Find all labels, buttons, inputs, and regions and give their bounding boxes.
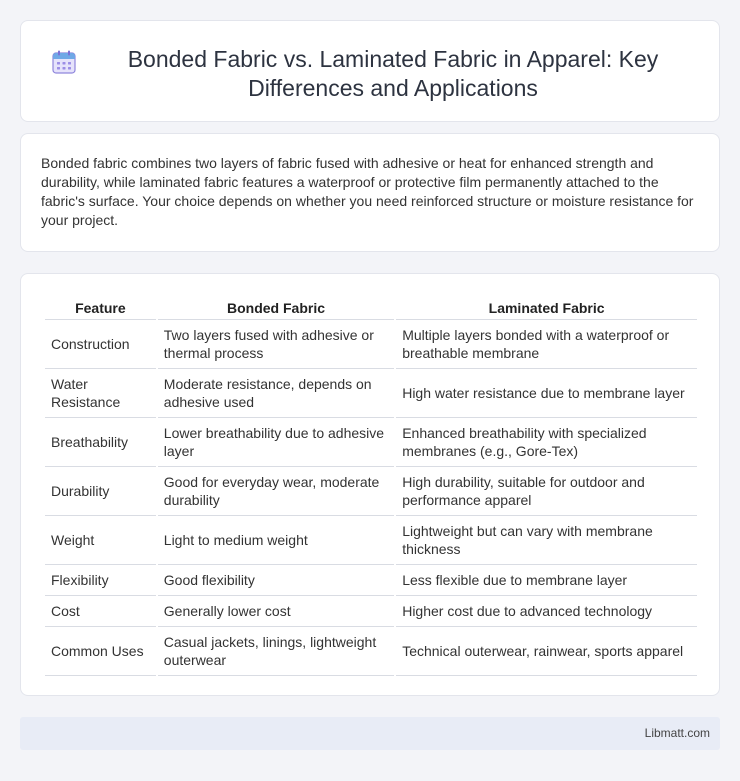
row-laminated: High durability, suitable for outdoor and performance apparel bbox=[396, 467, 697, 516]
row-laminated: Lightweight but can vary with membrane thickness bbox=[396, 516, 697, 565]
table-row bbox=[45, 516, 697, 565]
table-row bbox=[45, 418, 697, 467]
row-feature: Breathability bbox=[45, 418, 156, 467]
row-laminated: Higher cost due to advanced technology bbox=[396, 596, 697, 627]
header-laminated-fabric: Laminated Fabric bbox=[396, 294, 697, 320]
footer-bar bbox=[20, 717, 720, 750]
row-feature: Common Uses bbox=[45, 627, 156, 676]
row-bonded: Light to medium weight bbox=[158, 516, 394, 565]
title-card bbox=[20, 20, 720, 122]
comparison-card bbox=[20, 273, 720, 696]
table-row bbox=[45, 467, 697, 516]
row-laminated: Less flexible due to membrane layer bbox=[396, 565, 697, 596]
row-laminated: High water resistance due to membrane layer bbox=[396, 369, 697, 418]
table-row bbox=[45, 320, 697, 369]
page-title: Bonded Fabric vs. Laminated Fabric in Apparel: Key Differences and Applications bbox=[127, 46, 659, 101]
row-bonded: Good flexibility bbox=[158, 565, 394, 596]
row-bonded: Good for everyday wear, moderate durability bbox=[158, 467, 394, 516]
calendar-icon bbox=[51, 49, 77, 75]
table-row bbox=[45, 596, 697, 627]
row-feature: Weight bbox=[45, 516, 156, 565]
row-bonded: Generally lower cost bbox=[158, 596, 394, 627]
intro-card bbox=[20, 133, 720, 252]
row-feature: Water Resistance bbox=[45, 369, 156, 418]
footer-site-link[interactable]: Libmatt.com bbox=[644, 726, 710, 740]
header-bonded-fabric: Bonded Fabric bbox=[158, 294, 394, 320]
intro-paragraph: Bonded fabric combines two layers of fabric fused with adhesive or heat for enhanced strength and durability, while laminated fabric features a waterproof or protective film permanently attached to the fabric's surface. Your choice depends on whether you need reinforced structure or moisture resistance for your project. bbox=[41, 155, 694, 228]
row-laminated: Enhanced breathability with specialized membranes (e.g., Gore-Tex) bbox=[396, 418, 697, 467]
table-row bbox=[45, 627, 697, 676]
row-laminated: Technical outerwear, rainwear, sports apparel bbox=[396, 627, 697, 676]
header-feature: Feature bbox=[45, 294, 156, 320]
row-feature: Cost bbox=[45, 596, 156, 627]
row-bonded: Moderate resistance, depends on adhesive used bbox=[158, 369, 394, 418]
table-row bbox=[45, 565, 697, 596]
table-header-row bbox=[45, 294, 697, 320]
row-laminated: Multiple layers bonded with a waterproof or breathable membrane bbox=[396, 320, 697, 369]
row-feature: Flexibility bbox=[45, 565, 156, 596]
comparison-table bbox=[43, 294, 699, 676]
table-row bbox=[45, 369, 697, 418]
row-bonded: Two layers fused with adhesive or thermal process bbox=[158, 320, 394, 369]
row-bonded: Lower breathability due to adhesive layer bbox=[158, 418, 394, 467]
row-feature: Construction bbox=[45, 320, 156, 369]
row-bonded: Casual jackets, linings, lightweight outerwear bbox=[158, 627, 394, 676]
row-feature: Durability bbox=[45, 467, 156, 516]
